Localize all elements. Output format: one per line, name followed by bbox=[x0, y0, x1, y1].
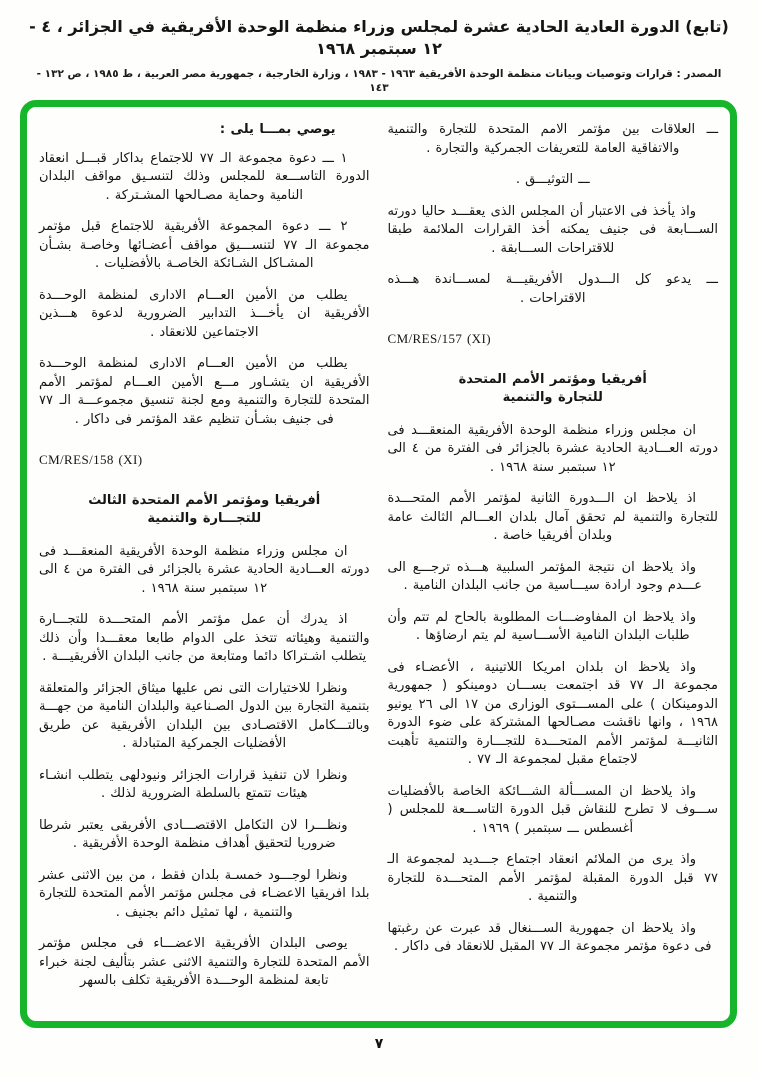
paragraph: ونظـــرا لان التكامل الاقتصـــادى الأفريقى يعتبر شرطا ضروريا لتحقيق أهداف منظمة الوحدة الأفريقية . bbox=[39, 817, 348, 851]
section-heading-line1: أفريقيا ومؤتمر الأمم المتحدة bbox=[458, 371, 647, 387]
recommendation-heading: يوصي بمـــا يلى : bbox=[219, 122, 336, 137]
paragraph: يطلب من الأمين العـــام الادارى لمنظمة الوحـــدة الأفريقية ان يتشـاور مـــع الأمين العـــام لمؤتمر الأمم المتحدة للتجارة والتنمية ومع لجنة تنسيق مجموعـــة الـ ٧٧ فى جنيف بشـأن تنظيم عقد المؤتمر فى داكار . bbox=[39, 356, 370, 427]
paragraph: ونظرا لان تنفيذ قرارات الجزائر ونيودلهى يتطلب انشـاء هيئات تتمتع بالسلطة الضرورية لذلك . bbox=[39, 767, 348, 801]
numbered-item: ١ ـــ دعوة مجموعة الـ ٧٧ للاجتماع بداكار قبـــل انعقاد الدورة التاســـعة للمجلس وذلك لتنسـيق مواقف البلدان النامية وحماية مصـالحها المشـتركة . bbox=[39, 150, 370, 203]
paragraph: واذ يلاحظ ان نتيجة المؤتمر السلبية هـــذه ترجـــع الى عـــدم وجود ارادة سيـــاسية من جانب البلدان النامية . bbox=[387, 559, 702, 593]
paragraph: ونظرا لوجـــود خمسـة بلدان فقط ، من بين الاثنى عشر بلدا افريقيا الاعضـاء فى مجلس مؤتمر الأمم المتحدة للتجارة والتنمية ، لها تمثيل دائم بجنيف . bbox=[39, 867, 370, 920]
paragraph: يطلب من الأمين العـــام الادارى لمنظمة الوحـــدة الأفريقية ان يأخـــذ التدابير الضرورية لدعوة هـــذين الاجتماعين للانعقاد . bbox=[39, 287, 370, 340]
section-heading-line1: أفريقيا ومؤتمر الأمم المتحدة الثالث bbox=[88, 492, 321, 508]
section-heading-line2: للتجـــارة والتنمية bbox=[147, 511, 262, 526]
paragraph: ان مجلس وزراء منظمة الوحدة الأفريقية المنعقـــد فى دورته العـــادية الحادية عشرة بالجزائر فى الفترة من ٤ الى ١٢ سبتمبر سنة ١٩٦٨ . bbox=[39, 543, 370, 596]
paragraph: اذ يدرك أن عمل مؤتمر الأمم المتحـــدة للتجـــارة والتنمية وهيئاته تتخذ على الدوام طابعا معقـــدا وأن ذلك يتطلب اشـتراكا دائما ومتابعة من جانب البلدان الأفريقيـــة . bbox=[39, 612, 370, 664]
paragraph: ان مجلس وزراء منظمة الوحدة الأفريقية المنعقـــد فى دورته العـــادية الحادية عشرة بالجزائر فى الفترة من ٤ الى ١٢ سبتمبر سنة ١٩٦٨ . bbox=[387, 422, 718, 475]
two-column-layout bbox=[39, 121, 718, 1021]
paragraph: واذ يأخذ فى الاعتبار أن المجلس الذى يعقـــد حاليا دورته الســـابعة فى جنيف يمكنه أخذ القرارات الملائمة طبقا للاقتراحات الســـابقة . bbox=[387, 203, 718, 256]
paragraph: واذ يرى من الملائم انعقاد اجتماع جـــديد لمجموعة الـ ٧٧ قبل الدورة المقبلة لمؤتمر الأمم المتحـــدة للتجارة والتنمية . bbox=[387, 852, 718, 904]
list-item: ـــ التوثيـــق . bbox=[515, 172, 590, 187]
page-header bbox=[0, 0, 758, 95]
paragraph: واذ يلاحظ ان المســـألة الشـــائكة الخاصة بالأفضليات ســـوف لا تطرح للنقاش قبل الدورة التاســـعة للمجلس ( أغسطس ـــ سبتمبر ) ١٩٦٩ . bbox=[387, 783, 718, 836]
paragraph: واذ يلاحظ ان المفاوضـــات المطلوبة بالحاح لم تتم وأن طلبات البلدان النامية الأســـاسية لم يتم ارضاؤها . bbox=[387, 609, 696, 643]
section-heading-line2: للتجارة والتنمية bbox=[502, 390, 603, 405]
page-number: ٧ bbox=[374, 1036, 384, 1052]
resolution-number-157: CM/RES/157 (XI) bbox=[387, 331, 491, 346]
section-heading bbox=[388, 371, 719, 408]
numbered-item: ٢ ـــ دعوة المجموعة الأفريقية للاجتماع قبل مؤتمر مجموعة الـ ٧٧ لتنســـيق مواقف أعضـائها وخاصـة بشـأن المشـاكل الشـائكة الخاصـة بالأفضليات . bbox=[39, 219, 370, 271]
resolution-number-158: CM/RES/158 (XI) bbox=[39, 452, 143, 467]
list-item: ـــ يدعو كل الـــدول الأفريقيـــة لمســـاندة هـــذه الاقتراحات . bbox=[387, 272, 718, 306]
paragraph: اذ يلاحظ ان الـــدورة الثانية لمؤتمر الأمم المتحـــدة للتجارة والتنمية لم تحقق آمال بلدان العـــالم الثالث عامة وبلدان أفريقيا خاصة . bbox=[387, 491, 718, 543]
paragraph: ونظرا للاختيارات التى نص عليها ميثاق الجزائر والمتعلقة بتنمية التجارة بين الدول الصـناعية والبلدان النامية من جهـــة وبالتـــكامل الاقتصـادى بين البلدان الأفريقية عن طريق الأفضليات الجمركية المتبادلة . bbox=[39, 680, 370, 751]
list-item: ـــ العلاقات بين مؤتمر الامم المتحدة للتجارة والتنمية والاتفاقية العامة للتعريفات الجمركية والتجارة . bbox=[387, 122, 718, 156]
source-citation: المصدر : قرارات وتوصيات وبيانات منظمة الوحدة الأفريقية ١٩٦٣ - ١٩٨٣ ، وزارة الخارجية ، جمهورية مصر العربية ، ط ١٩٨٥ ، ص ١٣٢ - ١٤٣ bbox=[36, 68, 722, 94]
column-right bbox=[388, 121, 719, 1021]
column-left bbox=[39, 121, 370, 1021]
paragraph: واذ يلاحظ ان بلدان امريكا اللاتينية ، الأعضـاء فى مجموعة الـ ٧٧ قد اجتمعت بســـان دومينكو ( جمهورية الدومينكان ) على المســـتوى الوزارى من ١٧ الى ٢٦ يونيو ١٩٦٨ ، وانها ناقشت مصـالحها المشتركة على ضوء الدورة الثانيـــة لمؤتمر الأمم المتحـــدة للتجـــارة والتنمية تأهبت لاجتماع مقبل لمجموعة الـ ٧٧ . bbox=[387, 659, 718, 767]
document-frame bbox=[20, 100, 737, 1028]
session-title: (تابع) الدورة العادية الحادية عشرة لمجلس وزراء منظمة الوحدة الأفريقية في الجزائر ، ٤ - ١٢ سبتمبر ١٩٦٨ bbox=[29, 17, 729, 58]
section-heading bbox=[39, 492, 370, 529]
paragraph: يوصى البلدان الأفريقية الاعضـــاء فى مجلس مؤتمر الأمم المتحدة للتجارة والتنمية الاثنى عشر بتأليف لجنة خبراء تابعة لمنظمة الوحـــدة الأفريقية تكلف بالسهر bbox=[39, 936, 370, 988]
paragraph: واذ يلاحظ ان جمهورية الســـنغال قد عبرت عن رغبتها فى دعوة مؤتمر مجموعة الـ ٧٧ المقبل للانعقاد فى داكار . bbox=[387, 920, 712, 954]
